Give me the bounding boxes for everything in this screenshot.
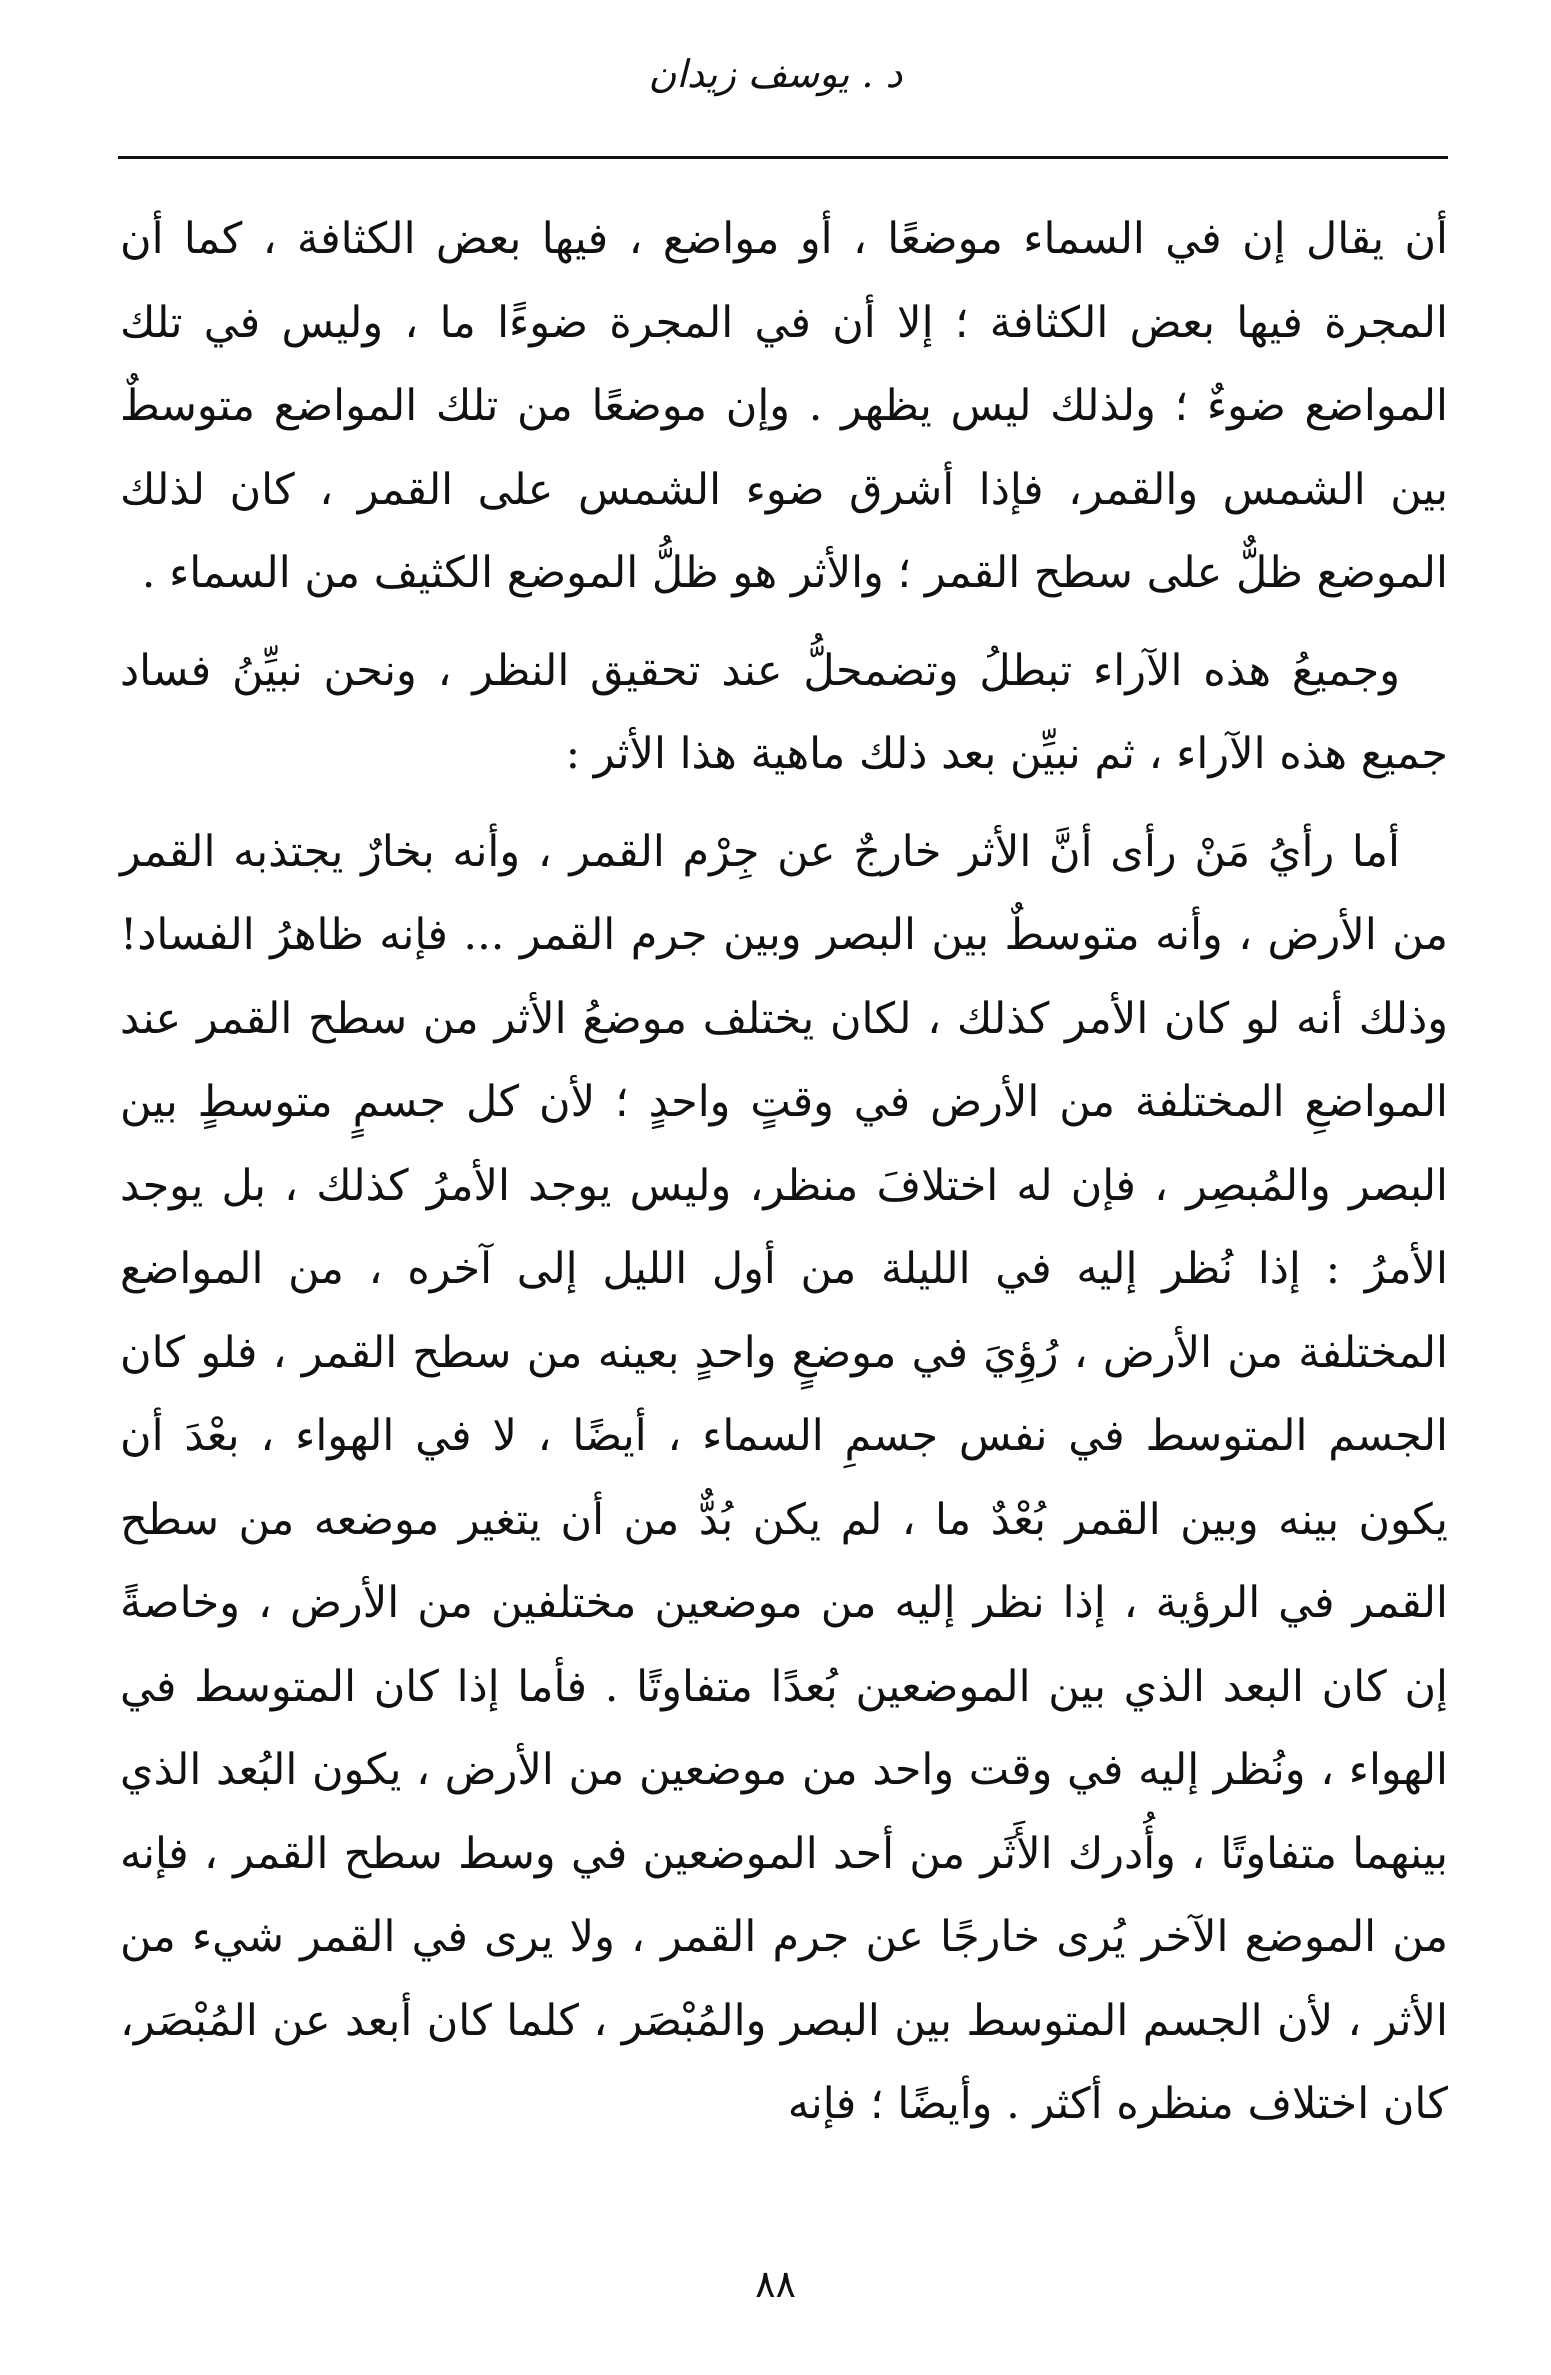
header-rule <box>118 156 1448 159</box>
page-body <box>120 198 1448 2147</box>
paragraph-1: أن يقال إن في السماء موضعًا ، أو مواضع ، فيها بعض الكثافة ، كما أن المجرة فيها بعض الكثافة ؛ إلا أن في المجرة ضوءًا ما ، وليس في تلك المواضع ضوءٌ ؛ ولذلك ليس يظهر . وإن موضعًا من تلك المواضع متوسطٌ بين الشمس والقمر، فإذا أشرق ضوء الشمس على القمر ، كان لذلك الموضع ظلٌّ على سطح القمر ؛ والأثر هو ظلُّ الموضع الكثيف من السماء . <box>120 214 1448 598</box>
running-header-author: د . يوسف زيدان <box>648 52 903 96</box>
paragraph-2: وجميعُ هذه الآراء تبطلُ وتضمحلُّ عند تحقيق النظر ، ونحن نبيِّنُ فساد جميع هذه الآراء ، ثم نبيِّن بعد ذلك ماهية هذا الأثر : <box>120 645 1448 779</box>
page-number: ٨٨ <box>755 2262 796 2306</box>
paragraph-3: أما رأيُ مَنْ رأى أنَّ الأثر خارجٌ عن جِرْم القمر ، وأنه بخارٌ يجتذبه القمر من الأرض ، وأنه متوسطٌ بين البصر وبين جرم القمر ... فإنه ظاهرُ الفساد! وذلك أنه لو كان الأمر كذلك ، لكان يختلف موضعُ الأثر من سطح القمر عند المواضعِ المختلفة من الأرض في وقتٍ واحدٍ ؛ لأن كل جسمٍ متوسطٍ بين البصر والمُبصِر ، فإن له اختلافَ منظر، وليس يوجد الأمرُ كذلك ، بل يوجد الأمرُ : إذا نُظر إليه في الليلة من أول الليل إلى آخره ، من المواضع المختلفة من الأرض ، رُؤِيَ في موضعٍ واحدٍ بعينه من سطح القمر ، فلو كان الجسم المتوسط في نفس جسمِ السماء ، أيضًا ، لا في الهواء ، بعْدَ أن يكون بينه وبين القمر بُعْدٌ ما ، لم يكن بُدٌّ من أن يتغير موضعه من سطح القمر في الرؤية ، إذا نظر إليه من موضعين مختلفين من الأرض ، وخاصةً إن كان البعد الذي بين الموضعين بُعدًا متفاوتًا . فأما إذا كان المتوسط في الهواء ، ونُظر إليه في وقت واحد من موضعين من الأرض ، يكون البُعد الذي بينهما متفاوتًا ، وأُدرك الأَثَر من أحد الموضعين في وسط سطح القمر ، فإنه من الموضع الآخر يُرى خارجًا عن جرم القمر ، ولا يرى في القمر شيء من الأثر ، لأن الجسم المتوسط بين البصر والمُبْصَر ، كلما كان أبعد عن المُبْصَر، كان اختلاف منظره أكثر . وأيضًا ؛ فإنه <box>120 826 1448 2129</box>
